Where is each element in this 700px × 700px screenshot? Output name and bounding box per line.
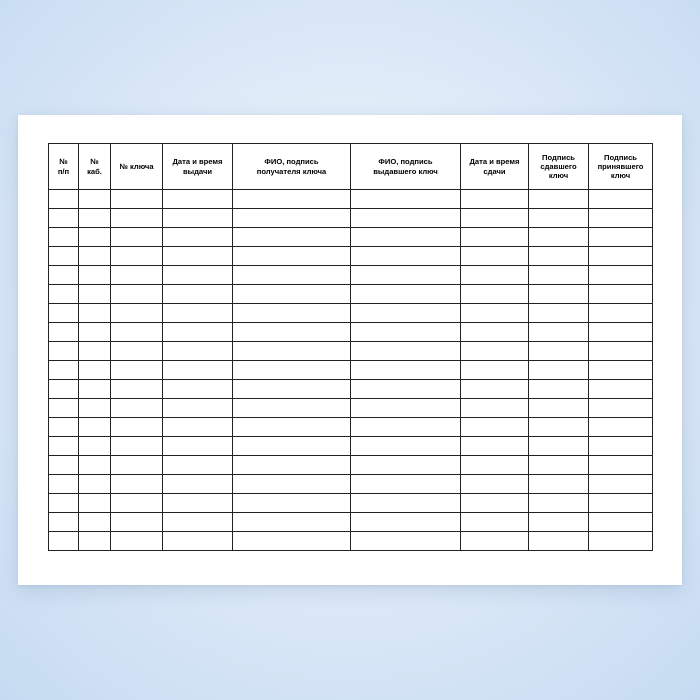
table-row [49,247,653,266]
column-header-line: Дата и время [469,157,520,167]
column-header-line: ФИО, подпись [378,157,433,167]
table-cell-issue_datetime[interactable] [163,437,233,456]
table-cell-issue_datetime[interactable] [163,323,233,342]
table-row [49,380,653,399]
table-cell-issuer[interactable] [351,190,461,209]
table-cell-np[interactable] [49,513,79,532]
table-cell-accept_sign[interactable] [589,266,653,285]
table-cell-return_datetime[interactable] [461,266,529,285]
table-cell-receiver[interactable] [233,190,351,209]
table-cell-kab[interactable] [79,361,111,380]
table-cell-np[interactable] [49,399,79,418]
table-cell-key_no[interactable] [111,228,163,247]
column-header-line: ключ [610,171,631,181]
table-cell-receiver[interactable] [233,228,351,247]
table-cell-receiver[interactable] [233,399,351,418]
table-cell-accept_sign[interactable] [589,323,653,342]
table-cell-kab[interactable] [79,380,111,399]
table-cell-key_no[interactable] [111,399,163,418]
column-header-line: № [90,157,99,167]
table-cell-issue_datetime[interactable] [163,285,233,304]
column-header-accept-sign [589,144,653,190]
table-cell-accept_sign[interactable] [589,285,653,304]
table-cell-accept_sign[interactable] [589,399,653,418]
column-header-line: № ключа [119,161,154,171]
table-header [49,144,653,190]
column-header-line: Подпись [542,152,575,162]
table-cell-key_no[interactable] [111,437,163,456]
table-row [49,399,653,418]
table-cell-return_datetime[interactable] [461,475,529,494]
column-header-kab [79,144,111,190]
table-cell-handover_sign[interactable] [529,437,589,456]
table-cell-kab[interactable] [79,285,111,304]
table-cell-return_datetime[interactable] [461,304,529,323]
table-cell-issue_datetime[interactable] [163,247,233,266]
table-cell-issue_datetime[interactable] [163,342,233,361]
table-cell-return_datetime[interactable] [461,532,529,551]
table-cell-np[interactable] [49,323,79,342]
table-cell-key_no[interactable] [111,380,163,399]
table-row [49,456,653,475]
column-header-np [49,144,79,190]
table-cell-issue_datetime[interactable] [163,532,233,551]
table-cell-accept_sign[interactable] [589,532,653,551]
table-cell-receiver[interactable] [233,494,351,513]
table-row [49,228,653,247]
column-header-line: каб. [87,166,102,176]
table-cell-kab[interactable] [79,494,111,513]
column-header-line: получателя ключа [256,166,327,176]
table-cell-handover_sign[interactable] [529,304,589,323]
column-header-handover-sign [529,144,589,190]
table-row [49,323,653,342]
table-cell-return_datetime[interactable] [461,456,529,475]
table-cell-return_datetime[interactable] [461,513,529,532]
table-cell-return_datetime[interactable] [461,190,529,209]
table-cell-kab[interactable] [79,475,111,494]
column-header-return-datetime [461,144,529,190]
table-row [49,532,653,551]
table-cell-accept_sign[interactable] [589,513,653,532]
table-cell-issue_datetime[interactable] [163,266,233,285]
table-cell-handover_sign[interactable] [529,494,589,513]
table-cell-kab[interactable] [79,342,111,361]
table-cell-handover_sign[interactable] [529,190,589,209]
table-cell-issue_datetime[interactable] [163,513,233,532]
column-header-issuer [351,144,461,190]
table-row [49,418,653,437]
table-cell-np[interactable] [49,494,79,513]
table-cell-handover_sign[interactable] [529,475,589,494]
table-cell-np[interactable] [49,475,79,494]
table-cell-handover_sign[interactable] [529,209,589,228]
table-cell-np[interactable] [49,380,79,399]
table-cell-issuer[interactable] [351,380,461,399]
table-cell-issuer[interactable] [351,285,461,304]
table-cell-issue_datetime[interactable] [163,418,233,437]
table-cell-issuer[interactable] [351,323,461,342]
table-cell-issuer[interactable] [351,494,461,513]
column-header-line: ФИО, подпись [264,157,319,167]
table-cell-kab[interactable] [79,190,111,209]
table-cell-return_datetime[interactable] [461,494,529,513]
table-row [49,285,653,304]
table-cell-key_no[interactable] [111,418,163,437]
table-cell-return_datetime[interactable] [461,285,529,304]
table-cell-kab[interactable] [79,513,111,532]
table-cell-handover_sign[interactable] [529,247,589,266]
column-header-line: Подпись [604,152,637,162]
table-cell-accept_sign[interactable] [589,190,653,209]
table-cell-issue_datetime[interactable] [163,456,233,475]
table-cell-receiver[interactable] [233,361,351,380]
table-cell-key_no[interactable] [111,266,163,285]
table-cell-accept_sign[interactable] [589,361,653,380]
table-cell-key_no[interactable] [111,304,163,323]
table-cell-issue_datetime[interactable] [163,399,233,418]
table-cell-issue_datetime[interactable] [163,190,233,209]
table-cell-return_datetime[interactable] [461,380,529,399]
table-cell-kab[interactable] [79,418,111,437]
table-cell-key_no[interactable] [111,475,163,494]
table-row [49,513,653,532]
table-cell-kab[interactable] [79,304,111,323]
table-cell-kab[interactable] [79,266,111,285]
table-cell-np[interactable] [49,532,79,551]
table-cell-return_datetime[interactable] [461,342,529,361]
table-row [49,494,653,513]
table-cell-receiver[interactable] [233,266,351,285]
table-cell-return_datetime[interactable] [461,399,529,418]
paper-sheet [18,115,682,585]
table-cell-handover_sign[interactable] [529,399,589,418]
table-cell-accept_sign[interactable] [589,418,653,437]
table-cell-receiver[interactable] [233,513,351,532]
key-issue-log-table [48,143,653,551]
table-cell-np[interactable] [49,190,79,209]
table-cell-np[interactable] [49,437,79,456]
column-header-line: сдавшего [540,161,577,171]
table-cell-accept_sign[interactable] [589,247,653,266]
table-cell-kab[interactable] [79,437,111,456]
table-row [49,475,653,494]
table-cell-receiver[interactable] [233,342,351,361]
table-row [49,361,653,380]
table-cell-np[interactable] [49,342,79,361]
table-cell-receiver[interactable] [233,323,351,342]
table-header-row [49,144,653,190]
table-cell-np[interactable] [49,266,79,285]
table-cell-key_no[interactable] [111,190,163,209]
table-cell-key_no[interactable] [111,361,163,380]
table-cell-issuer[interactable] [351,437,461,456]
table-cell-key_no[interactable] [111,342,163,361]
table-cell-handover_sign[interactable] [529,285,589,304]
table-cell-issuer[interactable] [351,228,461,247]
column-header-line: п/п [57,166,70,176]
column-header-key-no [111,144,163,190]
table-row [49,266,653,285]
table-cell-receiver[interactable] [233,456,351,475]
table-cell-kab[interactable] [79,456,111,475]
table-cell-np[interactable] [49,456,79,475]
table-cell-np[interactable] [49,228,79,247]
table-cell-np[interactable] [49,361,79,380]
table-cell-accept_sign[interactable] [589,494,653,513]
column-header-line: сдачи [483,166,506,176]
table-cell-handover_sign[interactable] [529,456,589,475]
table-cell-handover_sign[interactable] [529,323,589,342]
table-cell-receiver[interactable] [233,285,351,304]
table-cell-handover_sign[interactable] [529,380,589,399]
table-cell-return_datetime[interactable] [461,361,529,380]
table-cell-key_no[interactable] [111,247,163,266]
table-cell-issuer[interactable] [351,342,461,361]
table-cell-np[interactable] [49,304,79,323]
table-cell-issuer[interactable] [351,456,461,475]
table-cell-accept_sign[interactable] [589,380,653,399]
table-cell-key_no[interactable] [111,285,163,304]
table-cell-kab[interactable] [79,209,111,228]
table-cell-accept_sign[interactable] [589,228,653,247]
table-cell-issue_datetime[interactable] [163,304,233,323]
column-header-line: ключ [548,171,569,181]
table-row [49,342,653,361]
table-cell-key_no[interactable] [111,323,163,342]
table-cell-key_no[interactable] [111,532,163,551]
table-cell-key_no[interactable] [111,209,163,228]
table-cell-return_datetime[interactable] [461,209,529,228]
table-cell-np[interactable] [49,247,79,266]
table-cell-handover_sign[interactable] [529,532,589,551]
table-cell-kab[interactable] [79,247,111,266]
table-cell-kab[interactable] [79,228,111,247]
table-cell-issue_datetime[interactable] [163,361,233,380]
table-cell-issuer[interactable] [351,304,461,323]
table-cell-accept_sign[interactable] [589,456,653,475]
table-cell-return_datetime[interactable] [461,228,529,247]
table-cell-issue_datetime[interactable] [163,209,233,228]
table-body [49,190,653,551]
table-cell-key_no[interactable] [111,513,163,532]
table-cell-issuer[interactable] [351,247,461,266]
table-cell-issuer[interactable] [351,475,461,494]
column-header-line: Дата и время [172,157,223,167]
table-cell-key_no[interactable] [111,456,163,475]
table-cell-receiver[interactable] [233,532,351,551]
table-cell-receiver[interactable] [233,304,351,323]
table-cell-handover_sign[interactable] [529,513,589,532]
table-cell-issue_datetime[interactable] [163,228,233,247]
table-cell-receiver[interactable] [233,475,351,494]
table-cell-issue_datetime[interactable] [163,380,233,399]
table-cell-kab[interactable] [79,399,111,418]
table-cell-np[interactable] [49,209,79,228]
column-header-line: выдавшего ключ [373,166,438,176]
column-header-line: № [59,157,68,167]
table-cell-issuer[interactable] [351,399,461,418]
table-cell-handover_sign[interactable] [529,361,589,380]
table-cell-handover_sign[interactable] [529,342,589,361]
table-cell-receiver[interactable] [233,209,351,228]
table-cell-receiver[interactable] [233,380,351,399]
table-row [49,209,653,228]
table-cell-handover_sign[interactable] [529,418,589,437]
table-cell-accept_sign[interactable] [589,475,653,494]
table-cell-accept_sign[interactable] [589,209,653,228]
table-cell-issuer[interactable] [351,209,461,228]
table-cell-return_datetime[interactable] [461,418,529,437]
table-cell-np[interactable] [49,285,79,304]
table-row [49,437,653,456]
table-cell-issuer[interactable] [351,361,461,380]
table-cell-receiver[interactable] [233,418,351,437]
table-row [49,304,653,323]
table-cell-accept_sign[interactable] [589,304,653,323]
table-cell-return_datetime[interactable] [461,437,529,456]
table-cell-issuer[interactable] [351,266,461,285]
table-cell-np[interactable] [49,418,79,437]
table-cell-accept_sign[interactable] [589,437,653,456]
table-cell-issuer[interactable] [351,532,461,551]
table-cell-key_no[interactable] [111,494,163,513]
table-cell-handover_sign[interactable] [529,266,589,285]
table-row [49,190,653,209]
table-cell-handover_sign[interactable] [529,228,589,247]
table-cell-kab[interactable] [79,532,111,551]
table-cell-issuer[interactable] [351,418,461,437]
table-cell-receiver[interactable] [233,437,351,456]
table-cell-issue_datetime[interactable] [163,494,233,513]
table-cell-issuer[interactable] [351,513,461,532]
column-header-receiver [233,144,351,190]
table-cell-accept_sign[interactable] [589,342,653,361]
table-cell-return_datetime[interactable] [461,323,529,342]
table-cell-return_datetime[interactable] [461,247,529,266]
table-cell-receiver[interactable] [233,247,351,266]
column-header-line: выдачи [182,166,213,176]
column-header-issue-datetime [163,144,233,190]
table-cell-issue_datetime[interactable] [163,475,233,494]
table-cell-kab[interactable] [79,323,111,342]
column-header-line: принявшего [597,161,644,171]
